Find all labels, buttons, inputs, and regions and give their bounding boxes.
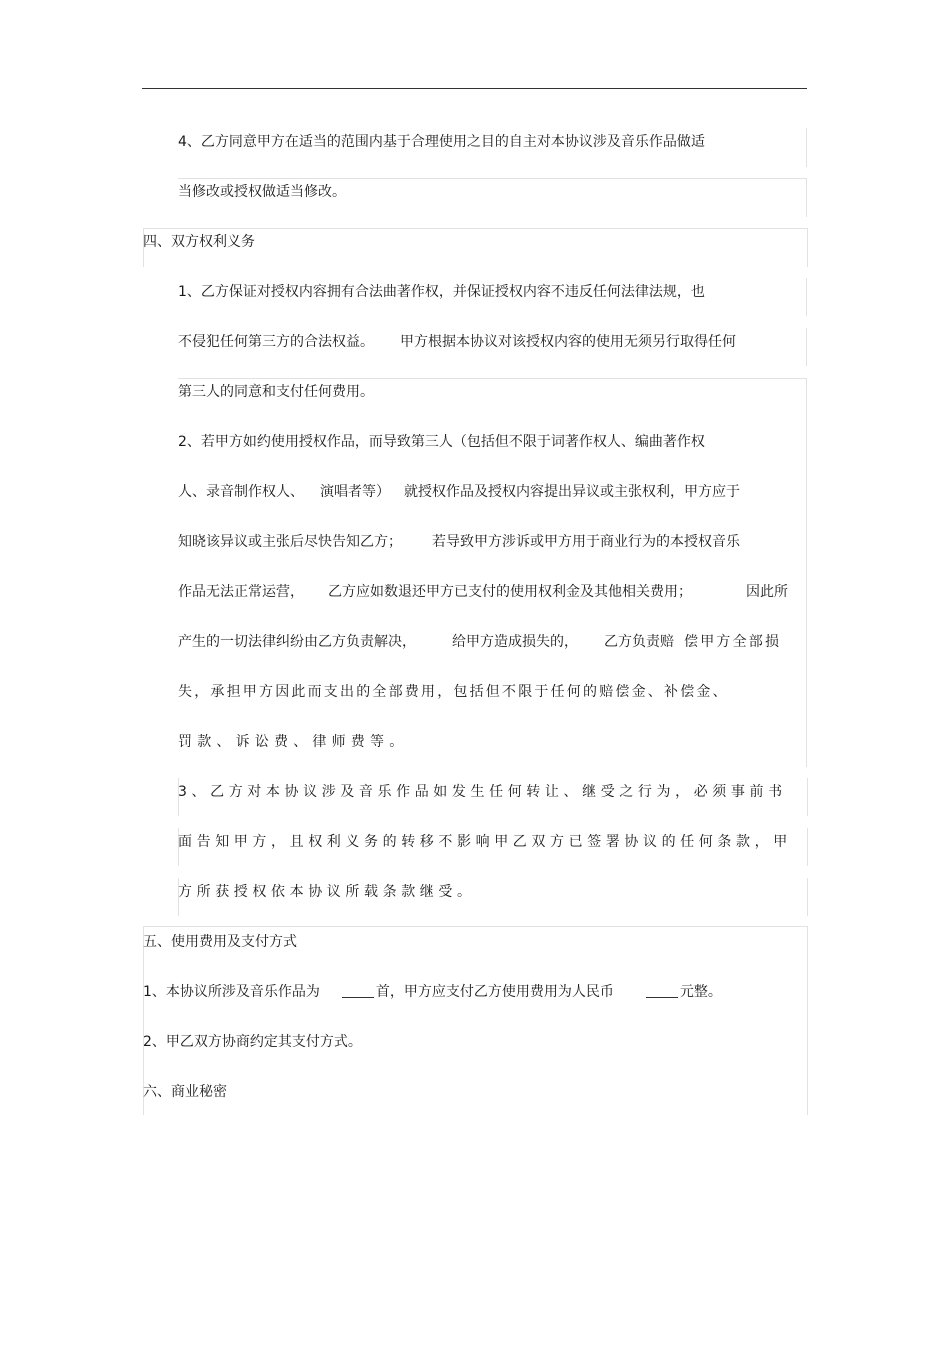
section4-item2-line1: 2、若甲方如约使用授权作品，而导致第三人（包括但不限于词著作权人、编曲著作权 bbox=[178, 434, 705, 450]
frame-line bbox=[806, 278, 807, 316]
section4-item2-line2 bbox=[178, 482, 740, 502]
text-fragment: 乙方应如数退还甲方已支付的使用权利金及其他相关费用； bbox=[328, 584, 692, 600]
section6-heading: 六、商业秘密 bbox=[143, 1084, 227, 1100]
blank-quantity-field[interactable] bbox=[342, 983, 374, 998]
text-fragment: 偿甲方全部损 bbox=[684, 634, 782, 650]
frame-line bbox=[143, 926, 808, 1115]
clause4-line1: 4、乙方同意甲方在适当的范围内基于合理使用之目的自主对本协议涉及音乐作品做适 bbox=[178, 134, 705, 150]
section4-item3-line2: 面告知甲方，且权利义务的转移不影响甲乙双方已签署协议的任何条款，甲 bbox=[178, 834, 792, 850]
text-fragment: 产生的一切法律纠纷由乙方负责解决， bbox=[178, 634, 416, 650]
text-fragment: 若导致甲方涉诉或甲方用于商业行为的本授权音乐 bbox=[432, 534, 740, 550]
section4-item2-line7: 罚款、诉讼费、律师费等。 bbox=[178, 734, 409, 750]
text-fragment: 知晓该异议或主张后尽快告知乙方； bbox=[178, 534, 402, 550]
text-fragment: 乙方负责赔 bbox=[604, 634, 674, 650]
section4-item1-line2 bbox=[178, 332, 736, 352]
section4-item1-line3: 第三人的同意和支付任何费用。 bbox=[178, 384, 374, 400]
section4-item2-line3 bbox=[178, 532, 740, 552]
text-fragment: 元整。 bbox=[679, 984, 722, 1000]
text-fragment: 1、本协议所涉及音乐作品为 bbox=[143, 984, 320, 1000]
text-fragment: 甲方根据本协议对该授权内容的使用无须另行取得任何 bbox=[400, 334, 736, 350]
section5-item2: 2、甲乙双方协商约定其支付方式。 bbox=[143, 1034, 362, 1050]
text-fragment: 给甲方造成损失的， bbox=[452, 634, 578, 650]
blank-amount-field[interactable] bbox=[646, 983, 678, 998]
section4-item3-line1: 3、乙方对本协议涉及音乐作品如发生任何转让、继受之行为，必须事前书 bbox=[178, 784, 787, 800]
text-fragment: 首，甲方应支付乙方使用费用为人民币 bbox=[375, 984, 614, 1000]
text-fragment: 作品无法正常运营， bbox=[178, 584, 304, 600]
section4-item3-line3: 方所获授权依本协议所载条款继受。 bbox=[178, 884, 476, 900]
frame-line bbox=[806, 128, 807, 167]
header-rule bbox=[142, 88, 807, 89]
section5-item1 bbox=[143, 982, 722, 1002]
clause4-line2: 当修改或授权做适当修改。 bbox=[178, 184, 346, 200]
section5-heading: 五、使用费用及支付方式 bbox=[143, 934, 297, 950]
section4-heading: 四、双方权利义务 bbox=[143, 234, 255, 250]
section4-item2-line5 bbox=[178, 632, 781, 652]
frame-line bbox=[806, 328, 807, 366]
text-fragment: 就授权作品及授权内容提出异议或主张权利，甲方应于 bbox=[404, 484, 740, 500]
section4-item1-line1: 1、乙方保证对授权内容拥有合法曲著作权，并保证授权内容不违反任何法律法规，也 bbox=[178, 284, 705, 300]
text-fragment: 演唱者等） bbox=[320, 484, 390, 500]
text-fragment: 人、录音制作权人、 bbox=[178, 484, 304, 500]
section4-item2-line4 bbox=[178, 582, 788, 602]
section4-item2-line6: 失，承担甲方因此而支出的全部费用，包括但不限于任何的赔偿金、补偿金、 bbox=[178, 684, 729, 700]
text-fragment: 因此所 bbox=[746, 584, 788, 600]
text-fragment: 不侵犯任何第三方的合法权益。 bbox=[178, 334, 374, 350]
